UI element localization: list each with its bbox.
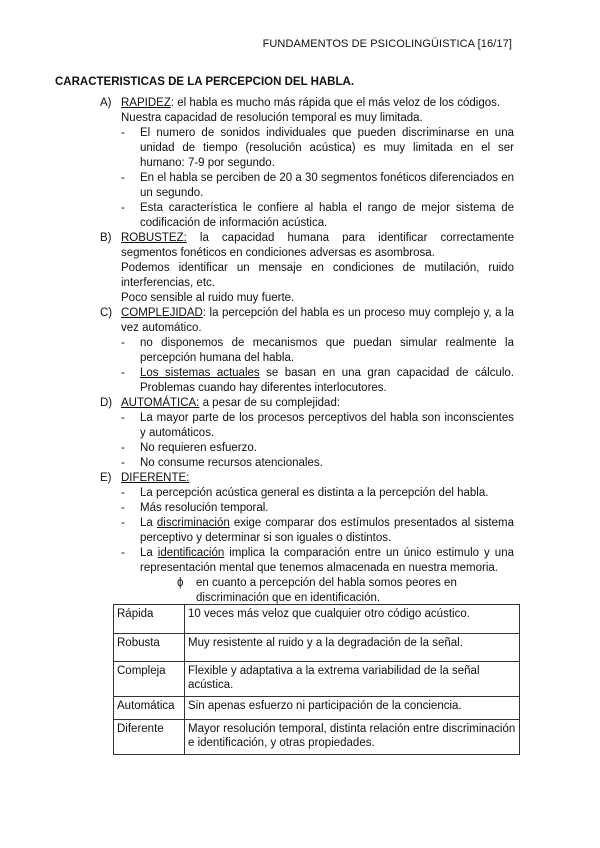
section-e-letter: E)	[100, 472, 112, 484]
section-a-item: - En el habla se perciben de 20 a 30 segmentos fonéticos diferenciados en un segundo.	[121, 171, 514, 201]
section-d-intro	[121, 396, 514, 411]
section-b-line3: Poco sensible al ruido muy fuerte.	[121, 292, 295, 304]
section-d-intro-text: a pesar de su complejidad:	[199, 397, 341, 409]
table-cell-value: Muy resistente al ruido y a la degradación de la señal.	[185, 634, 520, 662]
section-e-item-prefix: La	[140, 547, 158, 559]
section-b-line2: Podemos identificar un mensaje en condiciones de mutilación, ruido interferencias, etc.	[121, 262, 514, 289]
table-cell-value: Sin apenas esfuerzo ni participación de la conciencia.	[185, 697, 520, 720]
table-cell-value: Flexible y adaptativa a la extrema variabilidad de la señal acústica.	[185, 662, 520, 697]
section-a-heading: RAPIDEZ	[121, 97, 171, 109]
section-b-intro-text: la capacidad humana para identificar correctamente segmentos fonéticos en condiciones adversas es asombrosa.	[121, 232, 514, 259]
section-c-letter: C)	[100, 307, 113, 319]
section-e	[100, 471, 514, 606]
section-d-item: - La mayor parte de los procesos perceptivos del habla son inconscientes y automáticos.	[121, 411, 514, 441]
section-a-intro	[121, 96, 514, 111]
section-e-item	[121, 516, 514, 546]
section-e-subitem	[121, 576, 514, 606]
table-cell-key: Automática	[114, 697, 185, 720]
section-e-item-text: exige comparar dos estímulos presentados al sistema perceptivo y determinar si son iguales o distintos.	[140, 517, 514, 544]
section-d-item: - No consume recursos atencionales.	[121, 456, 514, 471]
section-e-item-underlined: discriminación	[156, 517, 230, 529]
section-d	[100, 396, 514, 471]
table-row	[114, 697, 520, 720]
section-title: CARACTERISTICAS DE LA PERCEPCION DEL HABLA.	[55, 76, 355, 88]
section-c-intro	[121, 306, 514, 336]
section-a-intro-text: : el habla es mucho más rápida que el más veloz de los códigos.	[170, 97, 501, 109]
section-e-item: - Más resolución temporal.	[121, 501, 514, 516]
section-d-letter: D)	[100, 397, 113, 409]
table-row	[114, 720, 520, 755]
section-e-intro	[121, 471, 514, 486]
table-row	[114, 634, 520, 662]
section-c-item	[121, 366, 514, 396]
section-c-item-underlined: Los sistemas actuales	[140, 367, 260, 379]
section-a	[100, 96, 514, 231]
section-c-heading: COMPLEJIDAD	[121, 307, 203, 319]
section-e-item	[121, 546, 514, 576]
document-body	[100, 96, 514, 606]
section-b-intro	[121, 231, 514, 261]
section-b-heading: ROBUSTEZ:	[121, 232, 187, 244]
phi-bullet-icon: ϕ	[177, 577, 184, 589]
table-cell-value: Mayor resolución temporal, distinta relación entre discriminación e identificación, y otras propiedades.	[185, 720, 520, 755]
section-c-item-text: se basan en una gran capacidad de cálculo. Problemas cuando hay diferentes interlocutores.	[140, 367, 515, 394]
section-d-heading: AUTOMÁTICA:	[121, 397, 200, 409]
table-cell-key: Compleja	[114, 662, 185, 697]
section-c-intro-text: : la percepción del habla es un proceso muy complejo y, a la vez automático.	[121, 307, 514, 334]
table-row	[114, 662, 520, 697]
table-cell-value: 10 veces más veloz que cualquier otro código acústico.	[185, 605, 520, 634]
table-cell-key: Rápida	[114, 605, 185, 634]
section-a-item: - Esta característica le confiere al habla el rango de mejor sistema de codificación de información acústica.	[121, 201, 514, 231]
section-c	[100, 306, 514, 396]
section-e-item-text: implica la comparación entre un único estimulo y una representación mental que tenemos almacenada en nuestra memoria.	[140, 547, 514, 574]
section-b-letter: B)	[100, 232, 112, 244]
section-b	[100, 231, 514, 306]
section-d-item: - No requieren esfuerzo.	[121, 441, 514, 456]
section-a-item: - El numero de sonidos individuales que pueden discriminarse en una unidad de tiempo (resolución acústica) es muy limitada en el ser humano: 7-9 por segundo.	[121, 126, 514, 171]
table-cell-key: Diferente	[114, 720, 185, 755]
section-c-item: - no disponemos de mecanismos que puedan simular realmente la percepción humana del habla.	[121, 336, 514, 366]
section-e-subitem-text: en cuanto a percepción del habla somos peores en discriminación que en identificación.	[196, 577, 457, 604]
section-a-letter: A)	[100, 97, 112, 109]
page-header: FUNDAMENTOS DE PSICOLINGÜISTICA [16/17]	[262, 38, 512, 50]
summary-table	[113, 604, 520, 755]
section-a-line2: Nuestra capacidad de resolución temporal es muy limitada.	[121, 112, 423, 124]
section-e-item-underlined: identificación	[157, 547, 225, 559]
table-cell-key: Robusta	[114, 634, 185, 662]
section-e-item-prefix: La	[140, 517, 157, 529]
section-e-item: - La percepción acústica general es distinta a la percepción del habla.	[121, 486, 514, 501]
table-row	[114, 605, 520, 634]
section-e-heading: DIFERENTE:	[121, 472, 190, 484]
